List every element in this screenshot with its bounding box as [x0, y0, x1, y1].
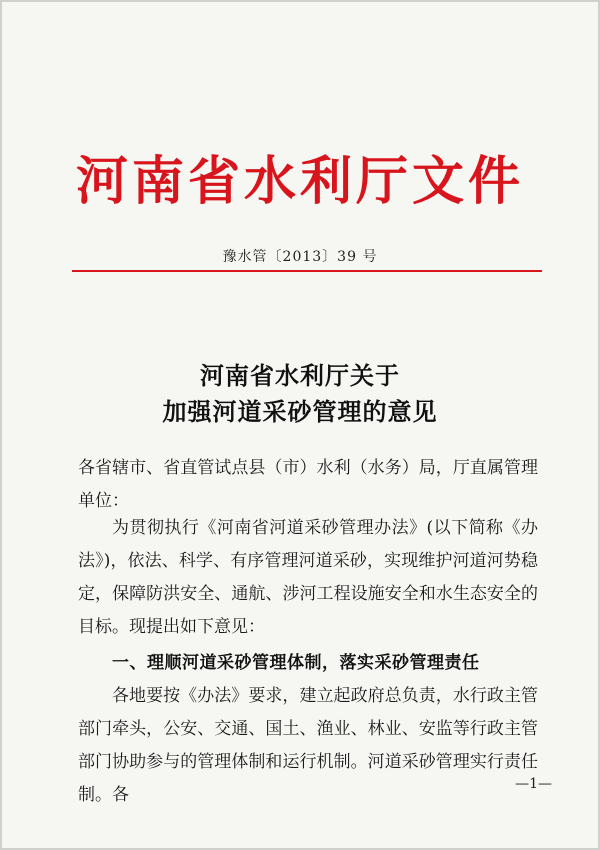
addressee-paragraph: 各省辖市、省直管试点县（市）水利（水务）局，厅直属管理单位： [78, 458, 538, 511]
document-title-line-2: 加强河道采砂管理的意见 [162, 397, 438, 426]
section-1-paragraph: 各地要按《办法》要求，建立起政府总负责，水行政主管部门牵头，公安、交通、国土、渔业、林业、安监等行政主管部门协助参与的管理体制和运行机制。河道采砂管理实行责任制。各 [78, 686, 538, 805]
document-title-line-1: 河南省水利厅关于 [200, 361, 400, 390]
document-number: 豫水管〔2013〕39 号 [222, 249, 378, 265]
red-divider-line [72, 270, 542, 272]
section-1-heading: 一、理顺河道采砂管理体制，落实采砂管理责任 [112, 653, 480, 673]
document-header-title: 河南省水利厅文件 [75, 151, 524, 212]
intro-paragraph: 为贯彻执行《河南省河道采砂管理办法》(以下简称《办法》)，依法、科学、有序管理河道采砂，实现维护河道河势稳定，保障防洪安全、通航、涉河工程设施安全和水生态安全的目标。现提出如下意见： [78, 518, 538, 637]
page-number: —1— [515, 776, 552, 792]
